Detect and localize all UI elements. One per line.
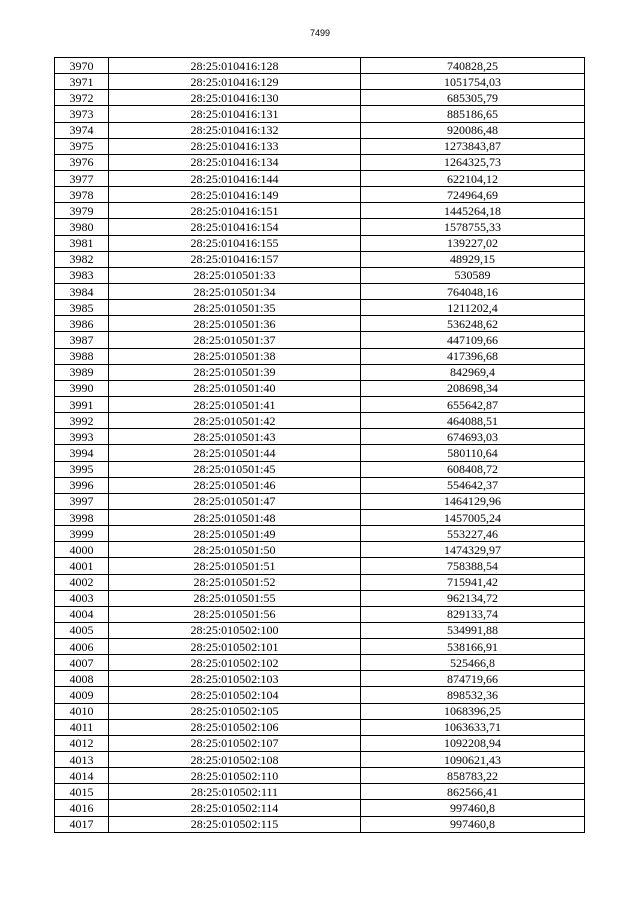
cadastral-value-cell: 862566,41 <box>361 784 585 800</box>
table-row <box>55 187 585 203</box>
cadastral-number-cell: 28:25:010502:105 <box>109 703 361 719</box>
row-number-cell: 3977 <box>55 170 109 186</box>
cadastral-value-cell: 580110,64 <box>361 445 585 461</box>
cadastral-number-cell: 28:25:010416:129 <box>109 74 361 90</box>
cadastral-number-cell: 28:25:010502:111 <box>109 784 361 800</box>
cadastral-number-cell: 28:25:010501:45 <box>109 461 361 477</box>
cadastral-value-cell: 554642,37 <box>361 477 585 493</box>
cadastral-value-cell: 1578755,33 <box>361 219 585 235</box>
cadastral-value-cell: 1445264,18 <box>361 203 585 219</box>
row-number-cell: 3997 <box>55 493 109 509</box>
row-number-cell: 3993 <box>55 429 109 445</box>
cadastral-number-cell: 28:25:010502:108 <box>109 752 361 768</box>
table-row <box>55 267 585 283</box>
row-number-cell: 4011 <box>55 719 109 735</box>
row-number-cell: 3980 <box>55 219 109 235</box>
table-row <box>55 816 585 832</box>
row-number-cell: 4015 <box>55 784 109 800</box>
table-row <box>55 800 585 816</box>
cadastral-number-cell: 28:25:010502:107 <box>109 735 361 751</box>
table-row <box>55 235 585 251</box>
cadastral-number-cell: 28:25:010501:50 <box>109 542 361 558</box>
cadastral-value-cell: 1457005,24 <box>361 509 585 525</box>
table-row <box>55 429 585 445</box>
row-number-cell: 3998 <box>55 509 109 525</box>
table-row <box>55 106 585 122</box>
cadastral-value-cell: 724964,69 <box>361 187 585 203</box>
cadastral-value-cell: 530589 <box>361 267 585 283</box>
row-number-cell: 4016 <box>55 800 109 816</box>
table-row <box>55 396 585 412</box>
cadastral-value-cell: 842969,4 <box>361 364 585 380</box>
row-number-cell: 3971 <box>55 74 109 90</box>
table-row <box>55 542 585 558</box>
table-row <box>55 445 585 461</box>
cadastral-number-cell: 28:25:010501:44 <box>109 445 361 461</box>
cadastral-number-cell: 28:25:010501:51 <box>109 558 361 574</box>
cadastral-value-cell: 1464129,96 <box>361 493 585 509</box>
cadastral-number-cell: 28:25:010416:151 <box>109 203 361 219</box>
cadastral-value-cell: 1068396,25 <box>361 703 585 719</box>
cadastral-value-cell: 208698,34 <box>361 380 585 396</box>
cadastral-value-cell: 997460,8 <box>361 816 585 832</box>
row-number-cell: 3990 <box>55 380 109 396</box>
table-row <box>55 752 585 768</box>
cadastral-number-cell: 28:25:010501:48 <box>109 509 361 525</box>
cadastral-value-cell: 139227,02 <box>361 235 585 251</box>
table-row <box>55 154 585 170</box>
table-row <box>55 477 585 493</box>
table-row <box>55 655 585 671</box>
page-number: 7499 <box>309 28 331 38</box>
table-row <box>55 332 585 348</box>
cadastral-value-cell: 1264325,73 <box>361 154 585 170</box>
table-row <box>55 639 585 655</box>
row-number-cell: 3983 <box>55 267 109 283</box>
row-number-cell: 3996 <box>55 477 109 493</box>
cadastral-value-cell: 1092208,94 <box>361 735 585 751</box>
row-number-cell: 4006 <box>55 639 109 655</box>
row-number-cell: 3976 <box>55 154 109 170</box>
row-number-cell: 3986 <box>55 316 109 332</box>
cadastral-value-cell: 608408,72 <box>361 461 585 477</box>
cadastral-value-cell: 885186,65 <box>361 106 585 122</box>
cadastral-number-cell: 28:25:010416:144 <box>109 170 361 186</box>
cadastral-value-table <box>54 57 585 833</box>
cadastral-value-cell: 920086,48 <box>361 122 585 138</box>
table-row <box>55 300 585 316</box>
cadastral-value-cell: 538166,91 <box>361 639 585 655</box>
table-row <box>55 90 585 106</box>
cadastral-value-cell: 536248,62 <box>361 316 585 332</box>
cadastral-value-cell: 1273843,87 <box>361 138 585 154</box>
table-row <box>55 735 585 751</box>
table-row <box>55 283 585 299</box>
row-number-cell: 3987 <box>55 332 109 348</box>
cadastral-value-cell: 655642,87 <box>361 396 585 412</box>
cadastral-number-cell: 28:25:010501:42 <box>109 413 361 429</box>
table-row <box>55 74 585 90</box>
cadastral-number-cell: 28:25:010501:39 <box>109 364 361 380</box>
cadastral-number-cell: 28:25:010502:106 <box>109 719 361 735</box>
table-row <box>55 574 585 590</box>
table-row <box>55 122 585 138</box>
cadastral-value-cell: 1474329,97 <box>361 542 585 558</box>
table-row <box>55 203 585 219</box>
table-row <box>55 558 585 574</box>
row-number-cell: 3985 <box>55 300 109 316</box>
row-number-cell: 4014 <box>55 768 109 784</box>
cadastral-number-cell: 28:25:010502:103 <box>109 671 361 687</box>
table-row <box>55 622 585 638</box>
row-number-cell: 3973 <box>55 106 109 122</box>
table-row <box>55 606 585 622</box>
row-number-cell: 4008 <box>55 671 109 687</box>
table-row <box>55 590 585 606</box>
cadastral-value-cell: 674693,03 <box>361 429 585 445</box>
row-number-cell: 4005 <box>55 622 109 638</box>
table-row <box>55 316 585 332</box>
row-number-cell: 4003 <box>55 590 109 606</box>
table-row <box>55 219 585 235</box>
cadastral-number-cell: 28:25:010502:110 <box>109 768 361 784</box>
cadastral-number-cell: 28:25:010502:104 <box>109 687 361 703</box>
cadastral-number-cell: 28:25:010502:115 <box>109 816 361 832</box>
cadastral-number-cell: 28:25:010501:52 <box>109 574 361 590</box>
row-number-cell: 3981 <box>55 235 109 251</box>
cadastral-number-cell: 28:25:010416:130 <box>109 90 361 106</box>
row-number-cell: 4001 <box>55 558 109 574</box>
cadastral-number-cell: 28:25:010416:155 <box>109 235 361 251</box>
table-row <box>55 58 585 74</box>
cadastral-value-cell: 417396,68 <box>361 348 585 364</box>
table-row <box>55 493 585 509</box>
cadastral-number-cell: 28:25:010416:133 <box>109 138 361 154</box>
table-row <box>55 768 585 784</box>
cadastral-value-cell: 553227,46 <box>361 526 585 542</box>
row-number-cell: 4012 <box>55 735 109 751</box>
cadastral-value-cell: 447109,66 <box>361 332 585 348</box>
cadastral-value-cell: 1063633,71 <box>361 719 585 735</box>
cadastral-value-cell: 962134,72 <box>361 590 585 606</box>
cadastral-number-cell: 28:25:010416:157 <box>109 251 361 267</box>
cadastral-number-cell: 28:25:010501:34 <box>109 283 361 299</box>
table-row <box>55 380 585 396</box>
table-row <box>55 461 585 477</box>
cadastral-value-cell: 464088,51 <box>361 413 585 429</box>
cadastral-number-cell: 28:25:010501:55 <box>109 590 361 606</box>
cadastral-value-cell: 48929,15 <box>361 251 585 267</box>
cadastral-number-cell: 28:25:010501:37 <box>109 332 361 348</box>
cadastral-value-cell: 740828,25 <box>361 58 585 74</box>
cadastral-value-cell: 1051754,03 <box>361 74 585 90</box>
cadastral-value-cell: 534991,88 <box>361 622 585 638</box>
table-row <box>55 671 585 687</box>
table-row <box>55 784 585 800</box>
cadastral-number-cell: 28:25:010501:46 <box>109 477 361 493</box>
row-number-cell: 4013 <box>55 752 109 768</box>
cadastral-value-cell: 622104,12 <box>361 170 585 186</box>
row-number-cell: 3970 <box>55 58 109 74</box>
cadastral-number-cell: 28:25:010416:134 <box>109 154 361 170</box>
row-number-cell: 3995 <box>55 461 109 477</box>
cadastral-number-cell: 28:25:010502:101 <box>109 639 361 655</box>
cadastral-number-cell: 28:25:010501:43 <box>109 429 361 445</box>
table-row <box>55 703 585 719</box>
table-row <box>55 170 585 186</box>
table-row <box>55 719 585 735</box>
table-row <box>55 687 585 703</box>
cadastral-value-cell: 829133,74 <box>361 606 585 622</box>
row-number-cell: 4002 <box>55 574 109 590</box>
row-number-cell: 3999 <box>55 526 109 542</box>
cadastral-value-cell: 758388,54 <box>361 558 585 574</box>
cadastral-number-cell: 28:25:010502:114 <box>109 800 361 816</box>
cadastral-value-cell: 1211202,4 <box>361 300 585 316</box>
row-number-cell: 3982 <box>55 251 109 267</box>
table-row <box>55 348 585 364</box>
cadastral-value-cell: 685305,79 <box>361 90 585 106</box>
table-row <box>55 364 585 380</box>
cadastral-value-cell: 898532,36 <box>361 687 585 703</box>
table-row <box>55 251 585 267</box>
table-row <box>55 526 585 542</box>
cadastral-value-cell: 525466,8 <box>361 655 585 671</box>
cadastral-number-cell: 28:25:010501:33 <box>109 267 361 283</box>
row-number-cell: 4007 <box>55 655 109 671</box>
cadastral-number-cell: 28:25:010416:154 <box>109 219 361 235</box>
row-number-cell: 3984 <box>55 283 109 299</box>
cadastral-number-cell: 28:25:010416:128 <box>109 58 361 74</box>
row-number-cell: 3989 <box>55 364 109 380</box>
cadastral-number-cell: 28:25:010416:131 <box>109 106 361 122</box>
row-number-cell: 3975 <box>55 138 109 154</box>
cadastral-number-cell: 28:25:010502:102 <box>109 655 361 671</box>
row-number-cell: 3974 <box>55 122 109 138</box>
cadastral-number-cell: 28:25:010501:40 <box>109 380 361 396</box>
table-row <box>55 509 585 525</box>
cadastral-number-cell: 28:25:010501:36 <box>109 316 361 332</box>
row-number-cell: 4009 <box>55 687 109 703</box>
cadastral-value-cell: 1090621,43 <box>361 752 585 768</box>
row-number-cell: 4000 <box>55 542 109 558</box>
cadastral-value-cell: 997460,8 <box>361 800 585 816</box>
row-number-cell: 3972 <box>55 90 109 106</box>
row-number-cell: 3979 <box>55 203 109 219</box>
cadastral-value-cell: 858783,22 <box>361 768 585 784</box>
row-number-cell: 4017 <box>55 816 109 832</box>
cadastral-number-cell: 28:25:010501:41 <box>109 396 361 412</box>
row-number-cell: 3992 <box>55 413 109 429</box>
row-number-cell: 3994 <box>55 445 109 461</box>
cadastral-value-cell: 874719,66 <box>361 671 585 687</box>
cadastral-value-cell: 764048,16 <box>361 283 585 299</box>
table-body <box>55 58 585 833</box>
cadastral-number-cell: 28:25:010501:38 <box>109 348 361 364</box>
cadastral-number-cell: 28:25:010501:56 <box>109 606 361 622</box>
cadastral-number-cell: 28:25:010502:100 <box>109 622 361 638</box>
cadastral-number-cell: 28:25:010501:49 <box>109 526 361 542</box>
cadastral-number-cell: 28:25:010416:149 <box>109 187 361 203</box>
row-number-cell: 4010 <box>55 703 109 719</box>
cadastral-number-cell: 28:25:010501:47 <box>109 493 361 509</box>
row-number-cell: 3978 <box>55 187 109 203</box>
row-number-cell: 3991 <box>55 396 109 412</box>
table-row <box>55 138 585 154</box>
cadastral-number-cell: 28:25:010501:35 <box>109 300 361 316</box>
cadastral-value-cell: 715941,42 <box>361 574 585 590</box>
row-number-cell: 4004 <box>55 606 109 622</box>
row-number-cell: 3988 <box>55 348 109 364</box>
cadastral-number-cell: 28:25:010416:132 <box>109 122 361 138</box>
table-row <box>55 413 585 429</box>
